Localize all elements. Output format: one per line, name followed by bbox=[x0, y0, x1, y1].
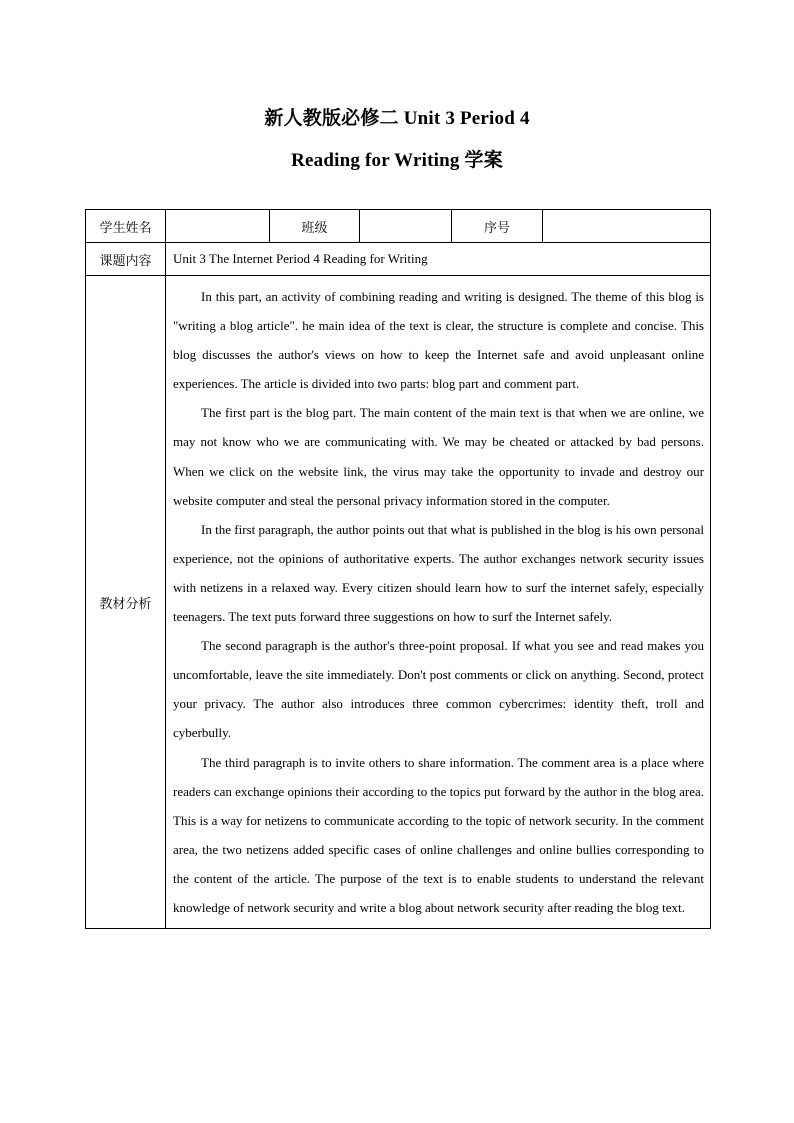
class-value[interactable] bbox=[360, 210, 452, 243]
topic-value: Unit 3 The Internet Period 4 Reading for Writing bbox=[166, 243, 711, 276]
document-title-line-2: Reading for Writing 学案 bbox=[291, 150, 503, 171]
analysis-paragraph: In this part, an activity of combining reading and writing is designed. The theme of this blog is "writing a blog article". he main idea of the text is clear, the structure is complete and concise. This blog discusses the author's views on how to keep the Internet safe and avoid unpleasant online experiences. The article is divided into two parts: blog part and comment part. bbox=[173, 289, 704, 392]
analysis-paragraph: The third paragraph is to invite others to share information. The comment area is a place where readers can exchange opinions their according to the topics put forward by the author in the blog area. This is a way for netizens to communicate according to the topic of network security. In the comment area, the two netizens added specific cases of online challenges and online bullies corresponding to the content of the article. The purpose of the text is to enable students to understand the relevant knowledge of network security and write a blog about network security after reading the blog text. bbox=[173, 754, 704, 915]
document-title-line-1: 新人教版必修二 Unit 3 Period 4 bbox=[264, 108, 530, 129]
student-name-value[interactable] bbox=[166, 210, 270, 243]
number-label: 序号 bbox=[452, 210, 543, 243]
number-value[interactable] bbox=[543, 210, 711, 243]
student-info-row bbox=[86, 210, 711, 243]
student-name-label: 学生姓名 bbox=[86, 210, 166, 243]
topic-row bbox=[86, 243, 711, 276]
lesson-info-table bbox=[85, 209, 711, 929]
topic-label: 课题内容 bbox=[86, 243, 166, 276]
analysis-paragraph: The first part is the blog part. The main content of the main text is that when we are online, we may not know who we are communicating with. We may be cheated or attacked by bad persons. When we click on the website link, the virus may take the opportunity to invade and destroy our website computer and steal the personal privacy information stored in the computer. bbox=[173, 405, 704, 508]
analysis-row bbox=[86, 276, 711, 929]
analysis-paragraph: The second paragraph is the author's three-point proposal. If what you see and read makes you uncomfortable, leave the site immediately. Don't post comments or click on anything. Second, protect your privacy. The author also introduces three common cybercrimes: identity theft, troll and cyberbully. bbox=[173, 638, 704, 741]
class-label: 班级 bbox=[270, 210, 360, 243]
analysis-content bbox=[166, 276, 711, 929]
analysis-paragraph: In the first paragraph, the author points out that what is published in the blog is his own personal experience, not the opinions of authoritative experts. The author exchanges network security issues with netizens in a relaxed way. Every citizen should learn how to surf the internet safely, especially teenagers. The text puts forward three suggestions on how to surf the Internet safely. bbox=[173, 521, 704, 625]
analysis-label: 教材分析 bbox=[86, 276, 166, 929]
